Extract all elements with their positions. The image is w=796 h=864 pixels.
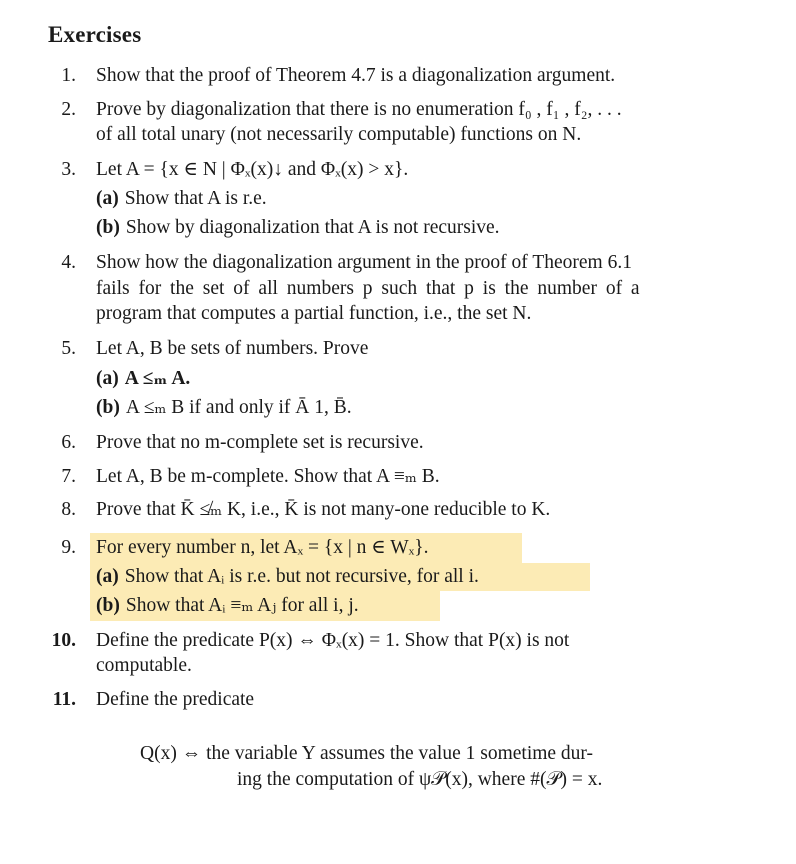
exercise-6-text: Prove that no m-complete set is recursive. [96,432,424,453]
exercise-10-number: 10. [51,630,76,651]
exercise-3-number: 3. [61,159,76,180]
exercise-11-number: 11. [52,689,76,710]
display-formula-line2: ing the computation of ψ𝒫(x), where #(𝒫) = x. [237,769,603,790]
exercise-9b-label: (b) [96,595,120,616]
exercise-4-number: 4. [61,252,76,273]
exercise-4-text-line3: program that computes a partial function, i.e., the set N. [96,303,532,324]
exercise-9b [96,594,359,618]
exercise-11-text: Define the predicate [96,689,255,710]
exercise-5a-label: (a) [96,368,119,389]
exercise-6-number: 6. [61,432,76,453]
exercise-8-number: 8. [61,499,76,520]
exercise-9b-text: Show that Aᵢ ≡ₘ Aⱼ for all i, j. [125,595,359,616]
exercise-3a-text: Show that A is r.e. [124,188,267,209]
exercise-3-text: Let A = {x ∈ N | Φₓ(x)↓ and Φₓ(x) > x}. [96,159,409,180]
exercise-8-text: Prove that K̄ ≰ₘ K, i.e., K̄ is not many-one reducible to K. [96,499,551,520]
exercise-3a [96,187,267,211]
exercise-4-text-line2: fails for the set of all numbers p such that p is the number of a [96,278,640,299]
section-heading: Exercises [48,22,142,47]
exercise-9a-text: Show that Aᵢ is r.e. but not recursive, for all i. [124,566,479,587]
exercise-10-text-line2: computable. [96,655,192,676]
exercise-2-number: 2. [61,99,76,120]
exercise-5a [96,367,190,391]
exercise-7-number: 7. [61,466,76,487]
exercise-9-number: 9. [61,537,76,558]
exercise-5a-text: A ≤ₘ A. [124,368,191,389]
exercise-9-text: For every number n, let Aₓ = {x | n ∈ Wₓ}. [96,537,429,558]
exercise-5-number: 5. [61,338,76,359]
exercise-2-text-line1: Prove by diagonalization that there is no enumeration f₀ , f₁ , f₂, . . . [96,99,622,120]
exercise-3b-text: Show by diagonalization that A is not recursive. [125,217,500,238]
exercise-5b-text: A ≤ₘ B if and only if Ā 1, B̄. [125,397,352,418]
exercise-5-text: Let A, B be sets of numbers. Prove [96,338,369,359]
exercise-3b [96,216,500,240]
exercise-7-text: Let A, B be m-complete. Show that A ≡ₘ B. [96,466,440,487]
exercise-10-text-line1: Define the predicate P(x) ⇔ Φₓ(x) = 1. Show that P(x) is not [96,630,570,651]
exercise-5b-label: (b) [96,397,120,418]
exercise-5b [96,396,352,420]
display-formula-line1: Q(x) ⇔ the variable Y assumes the value 1 sometime dur- [140,743,594,764]
exercise-3b-label: (b) [96,217,120,238]
exercise-9a-label: (a) [96,566,119,587]
exercise-2-text-line2: of all total unary (not necessarily computable) functions on N. [96,124,582,145]
exercise-1-text: Show that the proof of Theorem 4.7 is a diagonalization argument. [96,65,616,86]
exercise-4-text-line1: Show how the diagonalization argument in the proof of Theorem 6.1 [96,252,632,273]
exercise-1-number: 1. [61,65,76,86]
exercise-3a-label: (a) [96,188,119,209]
exercise-9a [96,565,479,589]
